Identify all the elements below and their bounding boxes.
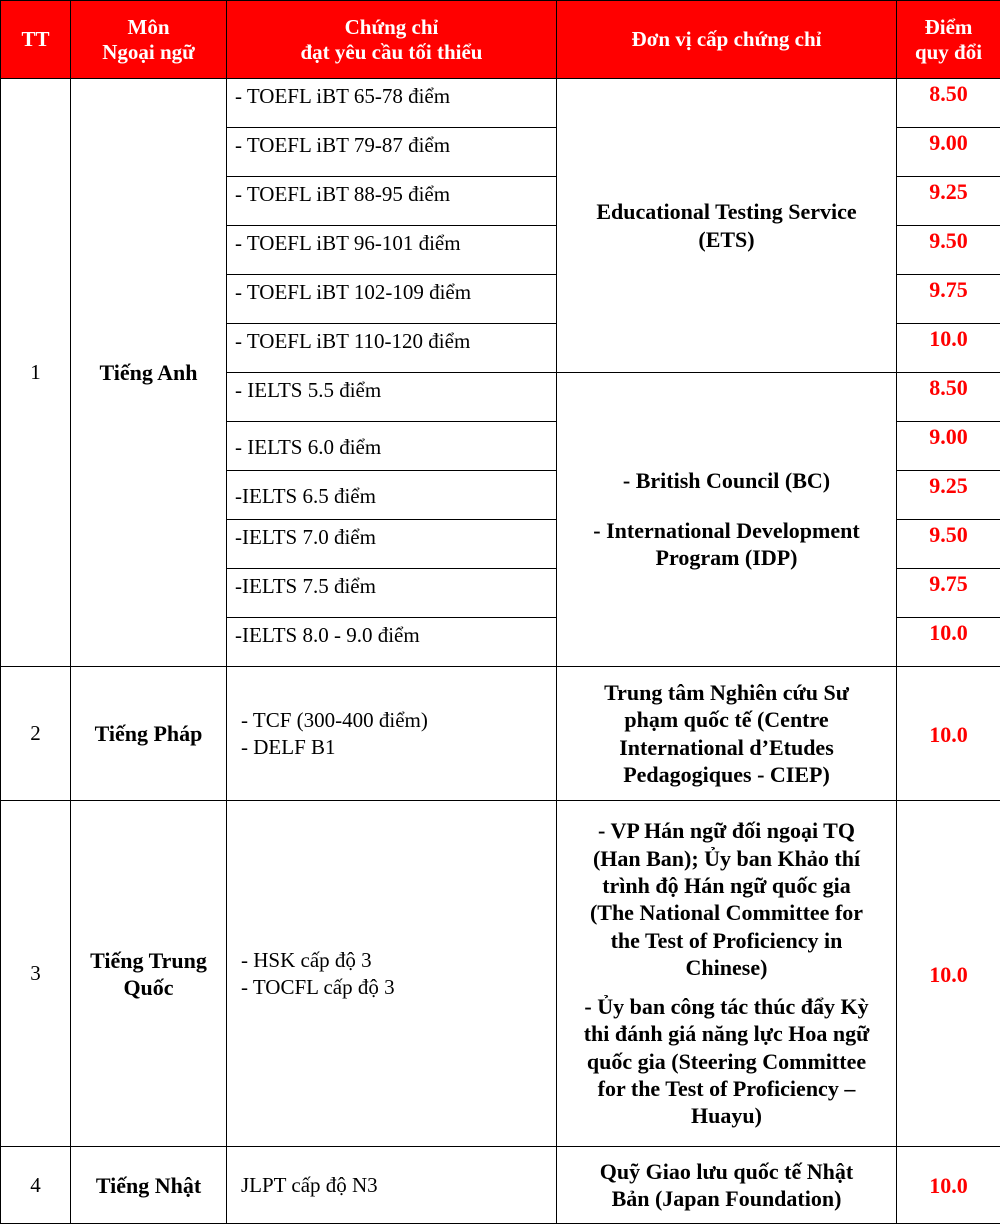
header-tt: TT bbox=[1, 1, 71, 79]
certificate-cell: JLPT cấp độ N3 bbox=[227, 1147, 557, 1224]
row-number: 4 bbox=[1, 1147, 71, 1224]
score-cell: 10.0 bbox=[897, 667, 1000, 801]
certificate-cell: -IELTS 7.5 điểm bbox=[227, 569, 557, 618]
header-row bbox=[1, 1, 1000, 79]
certificate-cell: - TOEFL iBT 79-87 điểm bbox=[227, 128, 557, 177]
score-cell: 9.75 bbox=[897, 275, 1000, 324]
provider-cell: - VP Hán ngữ đối ngoại TQ (Han Ban); Ủy ban Khảo thí trình độ Hán ngữ quốc gia (The National Committee for the Test of Proficiency in Chinese) - Ủy ban công tác thúc đẩy Kỳ thi đánh giá năng lực Hoa ngữ quốc gia (Steering Committee for the Test of Proficiency – Huayu) bbox=[557, 801, 897, 1147]
certificate-cell: - TOEFL iBT 96-101 điểm bbox=[227, 226, 557, 275]
header-subject: Môn Ngoại ngữ bbox=[71, 1, 227, 79]
certificate-cell: - TOEFL iBT 110-120 điểm bbox=[227, 324, 557, 373]
score-cell: 9.00 bbox=[897, 422, 1000, 471]
provider-cell: - British Council (BC) - International Development Program (IDP) bbox=[557, 373, 897, 667]
score-cell: 10.0 bbox=[897, 618, 1000, 667]
score-cell: 10.0 bbox=[897, 324, 1000, 373]
score-cell: 9.25 bbox=[897, 471, 1000, 520]
certificate-cell: -IELTS 7.0 điểm bbox=[227, 520, 557, 569]
certificate-cell: - IELTS 5.5 điểm bbox=[227, 373, 557, 422]
certificate-cell: - IELTS 6.0 điểm bbox=[227, 422, 557, 471]
provider-cell: Quỹ Giao lưu quốc tế Nhật Bản (Japan Foundation) bbox=[557, 1147, 897, 1224]
table-row bbox=[1, 79, 1000, 128]
header-certificate: Chứng chỉ đạt yêu cầu tối thiểu bbox=[227, 1, 557, 79]
row-number: 1 bbox=[1, 79, 71, 667]
certificate-cell: - TCF (300-400 điểm) - DELF B1 bbox=[227, 667, 557, 801]
score-cell: 9.00 bbox=[897, 128, 1000, 177]
score-cell: 9.25 bbox=[897, 177, 1000, 226]
header-provider: Đơn vị cấp chứng chỉ bbox=[557, 1, 897, 79]
provider-cell: Trung tâm Nghiên cứu Sư phạm quốc tế (Centre International d’Etudes Pedagogiques - CIEP) bbox=[557, 667, 897, 801]
subject-name: Tiếng Trung Quốc bbox=[71, 801, 227, 1147]
row-number: 3 bbox=[1, 801, 71, 1147]
certificate-cell: - HSK cấp độ 3 - TOCFL cấp độ 3 bbox=[227, 801, 557, 1147]
row-number: 2 bbox=[1, 667, 71, 801]
subject-name: Tiếng Nhật bbox=[71, 1147, 227, 1224]
table-row bbox=[1, 1147, 1000, 1224]
certificate-cell: - TOEFL iBT 88-95 điểm bbox=[227, 177, 557, 226]
certificate-cell: -IELTS 6.5 điểm bbox=[227, 471, 557, 520]
score-cell: 8.50 bbox=[897, 79, 1000, 128]
score-cell: 9.50 bbox=[897, 226, 1000, 275]
table-row bbox=[1, 801, 1000, 1147]
score-cell: 10.0 bbox=[897, 1147, 1000, 1224]
provider-cell: Educational Testing Service (ETS) bbox=[557, 79, 897, 373]
certificate-cell: -IELTS 8.0 - 9.0 điểm bbox=[227, 618, 557, 667]
certificate-cell: - TOEFL iBT 102-109 điểm bbox=[227, 275, 557, 324]
certificate-cell: - TOEFL iBT 65-78 điểm bbox=[227, 79, 557, 128]
score-cell: 9.75 bbox=[897, 569, 1000, 618]
table-row bbox=[1, 667, 1000, 801]
score-cell: 9.50 bbox=[897, 520, 1000, 569]
score-cell: 10.0 bbox=[897, 801, 1000, 1147]
subject-name: Tiếng Anh bbox=[71, 79, 227, 667]
subject-name: Tiếng Pháp bbox=[71, 667, 227, 801]
score-cell: 8.50 bbox=[897, 373, 1000, 422]
header-score: Điểm quy đổi bbox=[897, 1, 1000, 79]
